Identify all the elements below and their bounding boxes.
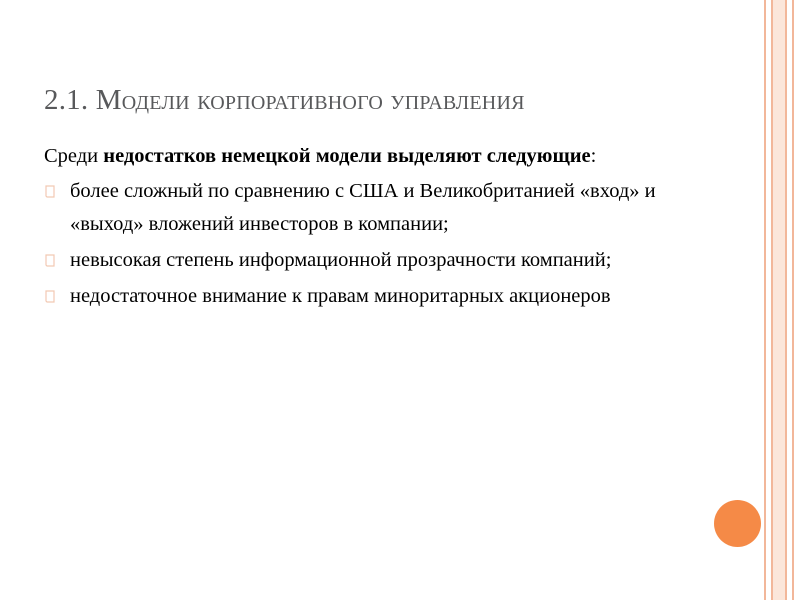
slide-title-number: 2.1.: [44, 84, 96, 116]
bullet-item: [44, 280, 734, 313]
frame-band: [773, 0, 785, 600]
hollow-square-bullet-icon: [44, 290, 56, 304]
bullet-item: [44, 244, 734, 277]
bullet-text: более сложный по сравнению с США и Великобританией «вход» и «выход» вложений инвесторов в компании;: [70, 180, 656, 235]
intro-lead: Среди: [44, 145, 104, 167]
slide-body: [44, 140, 734, 316]
bullet-text: недостаточное внимание к правам миноритарных акционеров: [70, 285, 611, 307]
intro-tail: :: [590, 145, 597, 167]
intro-bold-text: недостатков немецкой модели выделяют следующие: [103, 145, 591, 167]
frame-line: [792, 0, 794, 600]
hollow-square-bullet-icon: [44, 254, 56, 268]
frame-line: [785, 0, 787, 600]
intro-paragraph: [44, 140, 734, 173]
bullet-item: [44, 175, 734, 241]
frame-line: [764, 0, 766, 600]
slide-title: [44, 84, 525, 117]
frame-line: [771, 0, 773, 600]
orange-circle-decoration: [714, 500, 761, 547]
hollow-square-bullet-icon: [44, 185, 56, 199]
slide-title-text: Модели корпоративного управления: [95, 84, 525, 116]
bullet-text: невысокая степень информационной прозрачности компаний;: [70, 249, 612, 271]
